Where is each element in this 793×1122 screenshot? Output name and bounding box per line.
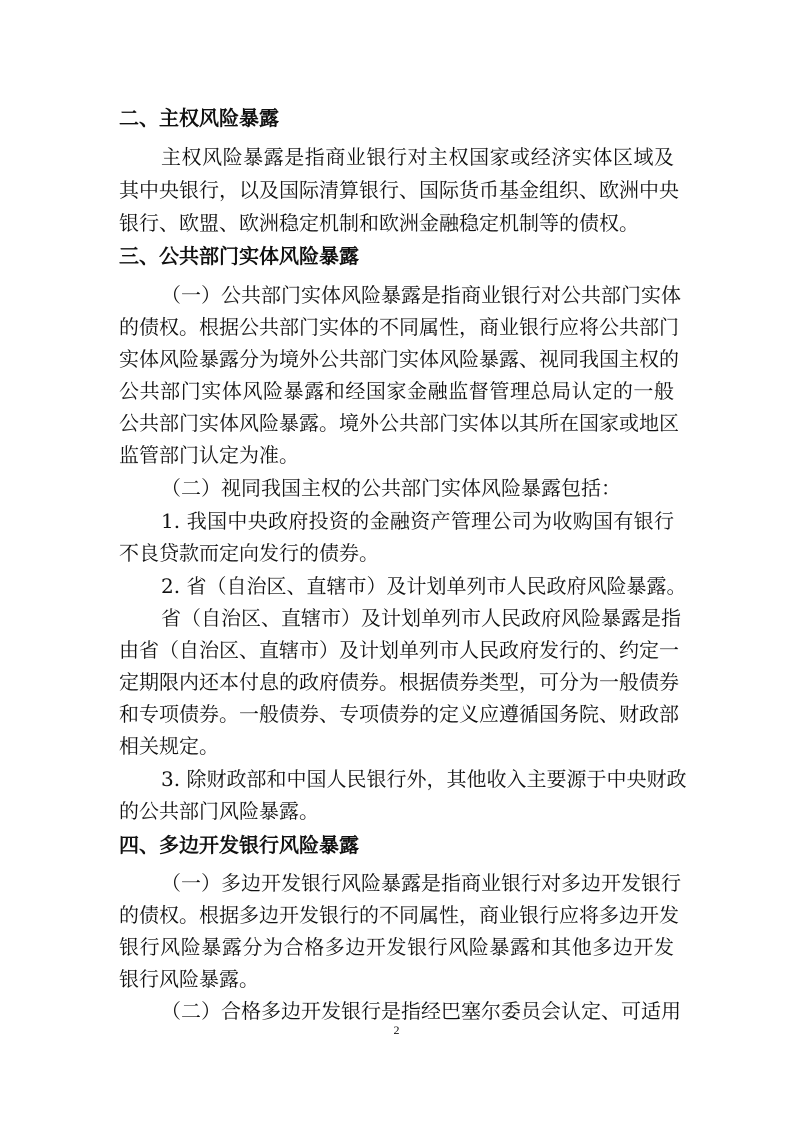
paragraph-line: 3. 除财政部和中国人民银行外，其他收入主要源于中央财政 <box>161 767 687 791</box>
paragraph-line: （一）公共部门实体风险暴露是指商业银行对公共部门实体 <box>161 283 681 307</box>
section-heading: 三、公共部门实体风险暴露 <box>119 244 359 268</box>
paragraph-line: 公共部门实体风险暴露。境外公共部门实体以其所在国家或地区 <box>119 411 679 435</box>
paragraph-line: 不良贷款而定向发行的债券。 <box>119 541 379 565</box>
paragraph-line: 的债权。根据多边开发银行的不同属性，商业银行应将多边开发 <box>119 903 679 927</box>
paragraph-line: 其中央银行，以及国际清算银行、国际货币基金组织、欧洲中央 <box>119 178 679 202</box>
paragraph-line: （一）多边开发银行风险暴露是指商业银行对多边开发银行 <box>161 871 681 895</box>
paragraph-line: 的公共部门风险暴露。 <box>119 799 319 823</box>
paragraph-line: 主权风险暴露是指商业银行对主权国家或经济实体区域及 <box>161 145 674 169</box>
page-number: 2 <box>393 1023 400 1037</box>
paragraph-line: 监管部门认定为准。 <box>119 443 299 467</box>
paragraph-line: 银行风险暴露分为合格多边开发银行风险暴露和其他多边开发 <box>119 935 674 959</box>
paragraph-line: 定期限内还本付息的政府债券。根据债券类型，可分为一般债券 <box>119 670 679 694</box>
paragraph-line: （二）视同我国主权的公共部门实体风险暴露包括： <box>161 476 621 500</box>
paragraph-line: （二）合格多边开发银行是指经巴塞尔委员会认定、可适用 <box>161 999 681 1023</box>
paragraph-line: 2. 省（自治区、直辖市）及计划单列市人民政府风险暴露。 <box>161 574 687 598</box>
section-heading: 四、多边开发银行风险暴露 <box>119 833 359 857</box>
paragraph-line: 实体风险暴露分为境外公共部门实体风险暴露、视同我国主权的 <box>119 347 679 371</box>
paragraph-line: 的债权。根据公共部门实体的不同属性，商业银行应将公共部门 <box>119 315 679 339</box>
paragraph-line: 1. 我国中央政府投资的金融资产管理公司为收购国有银行 <box>161 509 674 533</box>
paragraph-line: 由省（自治区、直辖市）及计划单列市人民政府发行的、约定一 <box>119 638 679 662</box>
paragraph-line: 银行风险暴露。 <box>119 967 259 991</box>
paragraph-line: 省（自治区、直辖市）及计划单列市人民政府风险暴露是指 <box>161 606 681 630</box>
paragraph-line: 公共部门实体风险暴露和经国家金融监督管理总局认定的一般 <box>119 379 674 403</box>
paragraph-line: 相关规定。 <box>119 734 219 758</box>
paragraph-line: 和专项债券。一般债券、专项债券的定义应遵循国务院、财政部 <box>119 702 679 726</box>
section-heading: 二、主权风险暴露 <box>119 106 279 130</box>
paragraph-line: 银行、欧盟、欧洲稳定机制和欧洲金融稳定机制等的债权。 <box>119 211 639 235</box>
